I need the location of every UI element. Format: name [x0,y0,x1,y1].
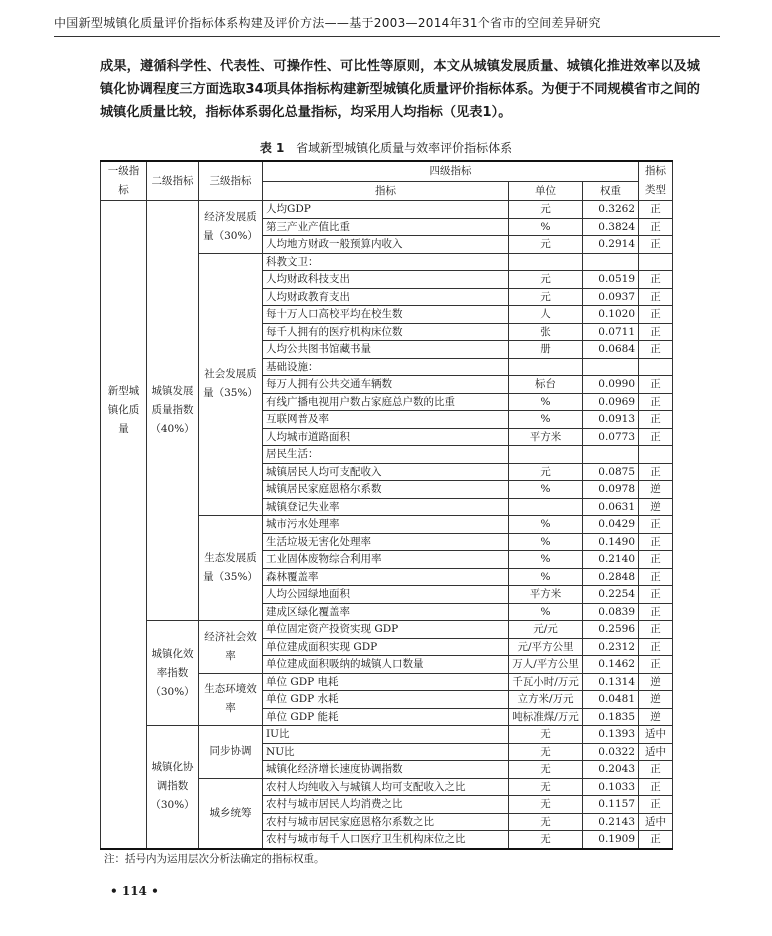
level3-cell: 同步协调 [199,726,263,779]
indicator-type: 逆 [639,691,673,709]
indicator-weight: 0.2254 [583,586,639,604]
indicator-weight: 0.0481 [583,691,639,709]
indicator-weight: 0.1835 [583,708,639,726]
indicator-name: 居民生活： [263,446,509,464]
table-row [101,201,673,219]
indicator-name: 每万人拥有公共交通车辆数 [263,376,509,394]
indicator-name: 人均公园绿地面积 [263,586,509,604]
indicator-unit: 元/元 [509,621,583,639]
level2-cell: 城镇发展质量指数（40%） [147,201,199,621]
indicator-name: 单位固定资产投资实现 GDP [263,621,509,639]
indicator-unit: % [509,218,583,236]
header-unit: 单位 [509,181,583,200]
indicator-weight: 0.0913 [583,411,639,429]
header-indicator: 指标 [263,181,509,200]
indicator-name: 人均公共图书馆藏书量 [263,341,509,359]
indicator-weight: 0.0937 [583,288,639,306]
indicator-unit: 元/平方公里 [509,638,583,656]
indicator-unit: 吨标准煤/万元 [509,708,583,726]
indicator-unit: 千瓦小时/万元 [509,673,583,691]
indicator-name: 互联网普及率 [263,411,509,429]
indicator-type [639,358,673,376]
indicator-weight: 0.0631 [583,498,639,516]
indicator-weight: 0.0429 [583,516,639,534]
indicator-type: 正 [639,463,673,481]
indicator-type: 正 [639,638,673,656]
table-caption [100,139,672,156]
indicator-type: 正 [639,218,673,236]
indicator-weight: 0.0875 [583,463,639,481]
indicator-type: 正 [639,323,673,341]
indicator-unit: 标台 [509,376,583,394]
indicator-unit: 无 [509,726,583,744]
indicator-type: 正 [639,586,673,604]
table-number: 表 1 [259,141,285,155]
header-level3: 三级指标 [199,161,263,201]
indicator-name: 单位建成面积实现 GDP [263,638,509,656]
indicator-unit [509,446,583,464]
header-level2: 二级指标 [147,161,199,201]
indicator-weight: 0.0684 [583,341,639,359]
indicator-type: 正 [639,603,673,621]
indicator-weight: 0.2043 [583,761,639,779]
indicator-unit: 无 [509,796,583,814]
level3-cell: 经济发展质量（30%） [199,201,263,254]
indicator-name: 森林覆盖率 [263,568,509,586]
indicator-name: 农村与城市居民人均消费之比 [263,796,509,814]
indicator-unit: 元 [509,271,583,289]
indicator-type: 正 [639,288,673,306]
table-row [101,621,673,639]
indicator-unit: 元 [509,201,583,219]
indicator-table [100,160,673,850]
indicator-weight: 0.1393 [583,726,639,744]
level1-empty-cell [101,621,147,849]
indicator-unit: 无 [509,778,583,796]
header-rule [54,36,720,37]
indicator-type: 正 [639,621,673,639]
indicator-name: 农村人均纯收入与城镇人均可支配收入之比 [263,778,509,796]
indicator-unit: % [509,516,583,534]
indicator-weight: 0.1490 [583,533,639,551]
indicator-weight: 0.1020 [583,306,639,324]
indicator-weight [583,446,639,464]
indicator-unit: % [509,551,583,569]
indicator-weight: 0.0773 [583,428,639,446]
indicator-type: 正 [639,568,673,586]
indicator-type: 正 [639,201,673,219]
indicator-name: 每千人拥有的医疗机构床位数 [263,323,509,341]
indicator-weight: 0.1033 [583,778,639,796]
indicator-type: 正 [639,411,673,429]
level1-cell: 新型城镇化质量 [101,201,147,621]
indicator-type [639,446,673,464]
indicator-type: 正 [639,831,673,849]
indicator-weight: 0.0711 [583,323,639,341]
indicator-unit: % [509,603,583,621]
indicator-unit: 万人/平方公里 [509,656,583,674]
indicator-weight: 0.2596 [583,621,639,639]
indicator-name: IU比 [263,726,509,744]
indicator-unit: 平方米 [509,586,583,604]
indicator-weight: 0.1462 [583,656,639,674]
indicator-name: 单位 GDP 水耗 [263,691,509,709]
page-number: • 114 • [110,884,159,898]
indicator-unit: 平方米 [509,428,583,446]
indicator-type: 正 [639,341,673,359]
level3-cell: 生态环境效率 [199,673,263,726]
indicator-type: 正 [639,376,673,394]
indicator-weight [583,358,639,376]
indicator-weight: 0.3262 [583,201,639,219]
indicator-type: 正 [639,306,673,324]
indicator-name: 工业固体废物综合利用率 [263,551,509,569]
level2-cell: 城镇化协调指数（30%） [147,726,199,849]
indicator-weight: 0.1314 [583,673,639,691]
indicator-weight: 0.1157 [583,796,639,814]
indicator-name: 农村与城市居民家庭恩格尔系数之比 [263,813,509,831]
indicator-unit [509,253,583,271]
indicator-name: 人均财政教育支出 [263,288,509,306]
indicator-weight: 0.2312 [583,638,639,656]
indicator-weight: 0.0978 [583,481,639,499]
header-weight: 权重 [583,181,639,200]
indicator-type: 逆 [639,481,673,499]
indicator-name: 人均地方财政一般预算内收入 [263,236,509,254]
indicator-type: 正 [639,393,673,411]
indicator-type: 正 [639,236,673,254]
indicator-type: 正 [639,778,673,796]
table-title: 省域新型城镇化质量与效率评价指标体系 [296,141,513,155]
indicator-name: 第三产业产值比重 [263,218,509,236]
indicator-type: 逆 [639,498,673,516]
indicator-unit: 无 [509,831,583,849]
indicator-unit [509,358,583,376]
indicator-type: 适中 [639,813,673,831]
indicator-weight: 0.2143 [583,813,639,831]
indicator-weight: 0.0839 [583,603,639,621]
level3-cell: 社会发展质量（35%） [199,253,263,516]
indicator-weight: 0.0322 [583,743,639,761]
indicator-name: 城镇居民人均可支配收入 [263,463,509,481]
indicator-type: 正 [639,551,673,569]
indicator-name: 每十万人口高校平均在校生数 [263,306,509,324]
table-header-row [101,161,673,181]
indicator-type [639,253,673,271]
indicator-unit: 张 [509,323,583,341]
indicator-name: 单位 GDP 能耗 [263,708,509,726]
indicator-unit: % [509,481,583,499]
indicator-weight: 0.0969 [583,393,639,411]
indicator-name: 城镇化经济增长速度协调指数 [263,761,509,779]
indicator-name: 生活垃圾无害化处理率 [263,533,509,551]
indicator-name: 农村与城市每千人口医疗卫生机构床位之比 [263,831,509,849]
table-note: 注：括号内为运用层次分析法确定的指标权重。 [104,853,325,865]
indicator-weight: 0.2140 [583,551,639,569]
indicator-type: 正 [639,533,673,551]
header-level4: 四级指标 [263,161,639,181]
indicator-type: 适中 [639,743,673,761]
indicator-unit: 无 [509,813,583,831]
header-indicator-type: 指标类型 [639,161,673,201]
indicator-weight: 0.1909 [583,831,639,849]
indicator-name: 基础设施： [263,358,509,376]
indicator-type: 正 [639,516,673,534]
indicator-type: 正 [639,761,673,779]
indicator-type: 适中 [639,726,673,744]
indicator-unit: % [509,533,583,551]
indicator-name: 人均城市道路面积 [263,428,509,446]
indicator-weight [583,253,639,271]
indicator-name: 单位 GDP 电耗 [263,673,509,691]
indicator-name: 城镇居民家庭恩格尔系数 [263,481,509,499]
indicator-weight: 0.2848 [583,568,639,586]
indicator-weight: 0.2914 [583,236,639,254]
indicator-name: 人均财政科技支出 [263,271,509,289]
indicator-unit: 无 [509,743,583,761]
indicator-unit: 无 [509,761,583,779]
level3-cell: 生态发展质量（35%） [199,516,263,621]
indicator-name: 城市污水处理率 [263,516,509,534]
indicator-name: 单位建成面积吸纳的城镇人口数量 [263,656,509,674]
indicator-unit: 册 [509,341,583,359]
indicator-type: 逆 [639,708,673,726]
indicator-unit: % [509,393,583,411]
indicator-name: NU比 [263,743,509,761]
header-level1: 一级指标 [101,161,147,201]
indicator-weight: 0.0990 [583,376,639,394]
indicator-name: 城镇登记失业率 [263,498,509,516]
table-row [101,726,673,744]
indicator-weight: 0.0519 [583,271,639,289]
indicator-type: 正 [639,271,673,289]
level3-cell: 城乡统筹 [199,778,263,849]
level2-cell: 城镇化效率指数（30%） [147,621,199,726]
indicator-unit [509,498,583,516]
indicator-name: 人均GDP [263,201,509,219]
indicator-type: 正 [639,796,673,814]
indicator-unit: 元 [509,288,583,306]
indicator-name: 有线广播电视用户数占家庭总户数的比重 [263,393,509,411]
indicator-unit: 元 [509,463,583,481]
body-paragraph: 成果，遵循科学性、代表性、可操作性、可比性等原则，本文从城镇发展质量、城镇化推进效率以及城镇化协调程度三方面选取34项具体指标构建新型城镇化质量评价指标体系。为便于不同规模省市之间的城镇化质量比较，指标体系弱化总量指标，均采用人均指标（见表1）。 [100,59,700,120]
indicator-type: 逆 [639,673,673,691]
indicator-name: 科教文卫： [263,253,509,271]
running-header: 中国新型城镇化质量评价指标体系构建及评价方法——基于2003—2014年31个省市的空间差异研究 [54,16,601,30]
indicator-name: 建成区绿化覆盖率 [263,603,509,621]
indicator-type: 正 [639,656,673,674]
indicator-type: 正 [639,428,673,446]
indicator-unit: 立方米/万元 [509,691,583,709]
indicator-unit: % [509,568,583,586]
level3-cell: 经济社会效率 [199,621,263,674]
indicator-unit: 元 [509,236,583,254]
indicator-weight: 0.3824 [583,218,639,236]
indicator-unit: 人 [509,306,583,324]
indicator-unit: % [509,411,583,429]
